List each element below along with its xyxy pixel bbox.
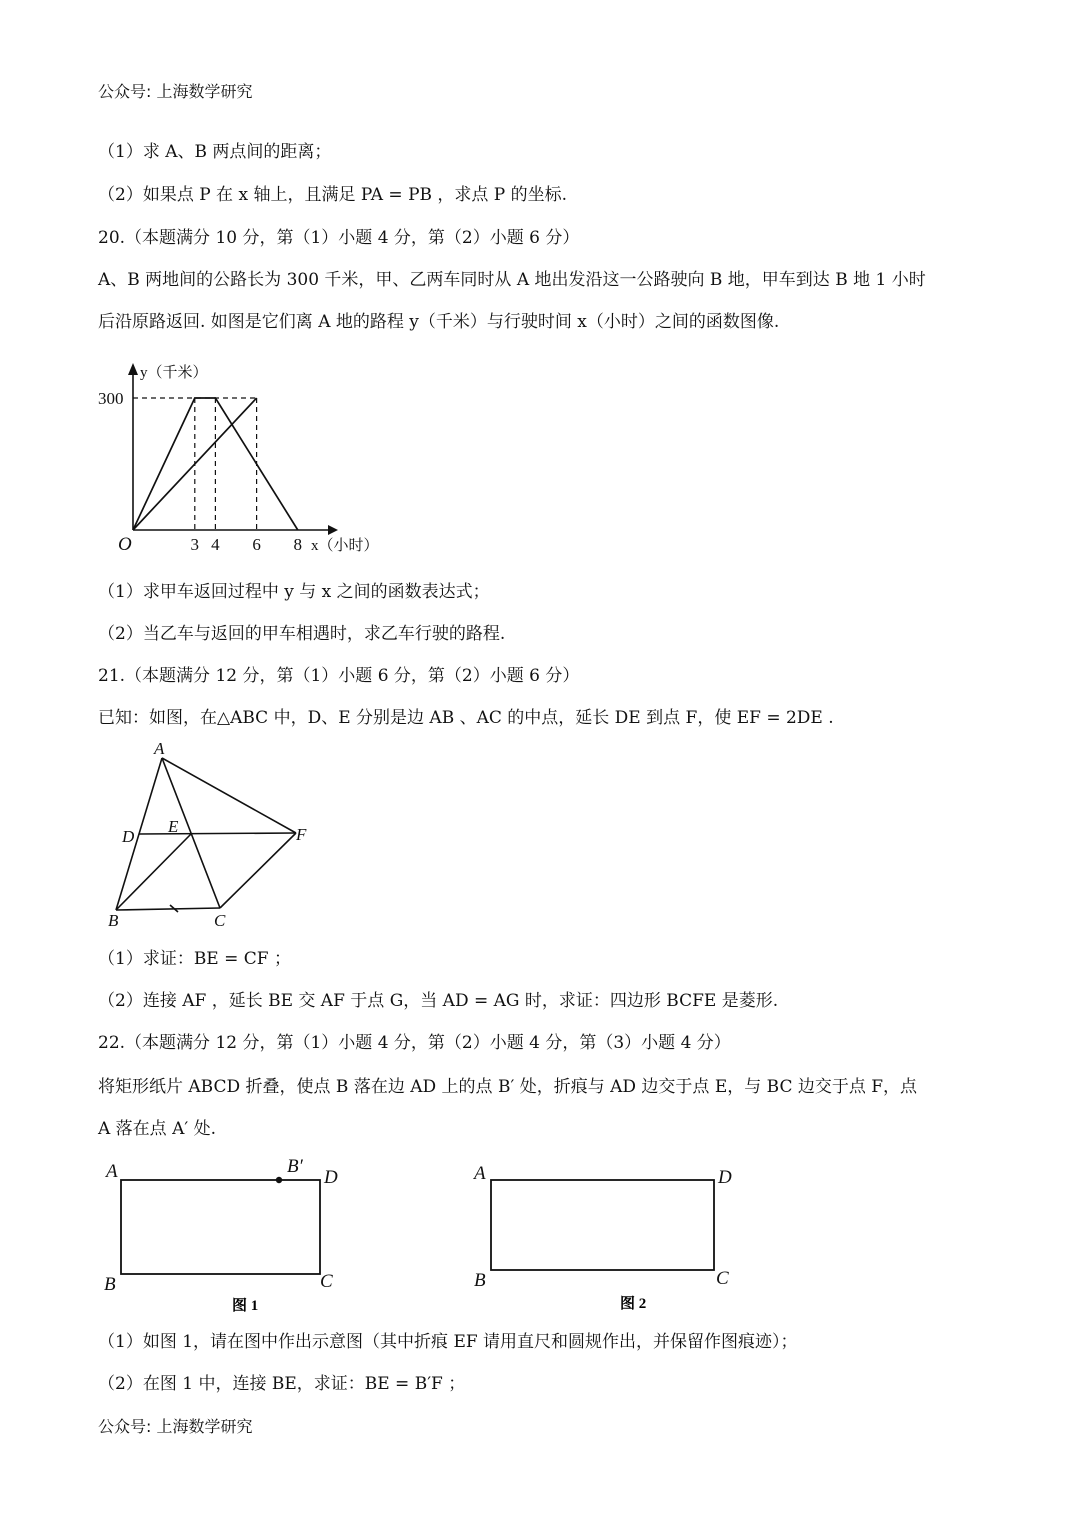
fig2-label-b: B (474, 1270, 486, 1291)
q21-text: 已知：如图，在△ABC 中，D、E 分别是边 AB 、AC 的中点，延长 DE 到点 F，使 EF = 2DE . (98, 708, 834, 728)
q22-part2: （2）在图 1 中，连接 BE，求证：BE = B′F ； (98, 1374, 466, 1394)
q20-graph (96, 355, 406, 560)
q20-part2: （2）当乙车与返回的甲车相遇时，求乙车行驶的路程. (98, 624, 506, 644)
fig2-label-c: C (716, 1268, 729, 1289)
x-tick-6: 6 (252, 535, 261, 554)
q20-text1: A、B 两地间的公路长为 300 千米，甲、乙两车同时从 A 地出发沿这一公路驶向 B 地，甲车到达 B 地 1 小时 (98, 270, 926, 290)
fig2-label-a: A (474, 1163, 486, 1184)
fig1-label-b: B (104, 1274, 116, 1295)
q19-part2: （2）如果点 P 在 x 轴上，且满足 PA = PB ，求点 P 的坐标. (98, 185, 568, 205)
fig1-label-b-prime: B′ (287, 1156, 303, 1177)
q20-part1: （1）求甲车返回过程中 y 与 x 之间的函数表达式； (98, 582, 490, 602)
fig1-label-d: D (324, 1167, 338, 1188)
page-header: 公众号: 上海数学研究 (98, 82, 253, 101)
segment-df (139, 833, 296, 834)
segment-bc (116, 908, 220, 910)
y-tick-300: 300 (98, 389, 124, 408)
q19-part1: （1）求 A、B 两点间的距离； (98, 142, 332, 162)
rectangle-abcd (121, 1180, 320, 1274)
x-tick-3: 3 (190, 535, 200, 554)
origin-label: O (118, 534, 132, 555)
q20-heading: 20.（本题满分 10 分，第（1）小题 4 分，第（2）小题 6 分） (98, 228, 580, 248)
rectangle-abcd (491, 1180, 714, 1270)
y-axis-label: y（千米） (140, 365, 208, 381)
label-e: E (168, 817, 179, 836)
label-d: D (122, 827, 135, 846)
x-axis-label: x（小时） (311, 538, 379, 554)
label-b: B (108, 911, 119, 930)
segment-cf (220, 833, 296, 908)
fig1-label-c: C (320, 1271, 333, 1292)
q22-text1: 将矩形纸片 ABCD 折叠，使点 B 落在边 AD 上的点 B′ 处，折痕与 AD 边交于点 E，与 BC 边交于点 F，点 (98, 1077, 918, 1097)
y-axis-arrow (128, 363, 138, 375)
page-footer: 公众号: 上海数学研究 (98, 1417, 253, 1436)
graph-layer (98, 363, 379, 555)
label-a: A (154, 739, 165, 758)
segment-af (162, 758, 296, 833)
fig2-label-d: D (718, 1167, 732, 1188)
x-axis-arrow (328, 525, 338, 535)
q21-part2: （2）连接 AF ，延长 BE 交 AF 于点 G，当 AD = AG 时，求证：四边形 BCFE 是菱形. (98, 991, 779, 1011)
q22-part1: （1）如图 1，请在图中作出示意图（其中折痕 EF 请用直尺和圆规作出，并保留作图痕迹）； (98, 1332, 798, 1352)
q22-text2: A 落在点 A′ 处. (98, 1119, 217, 1139)
x-tick-8: 8 (293, 535, 303, 554)
point-b-prime (276, 1177, 282, 1183)
q22-heading: 22.（本题满分 12 分，第（1）小题 4 分，第（2）小题 4 分，第（3）小题 4 分） (98, 1033, 731, 1053)
q21-part1: （1）求证：BE = CF ； (98, 949, 291, 969)
q20-text2: 后沿原路返回. 如图是它们离 A 地的路程 y（千米）与行驶时间 x（小时）之间的函数图像. (98, 312, 780, 332)
q22-figure-2 (466, 1150, 746, 1320)
fig1-label-a: A (106, 1161, 118, 1182)
q22-figure-1 (96, 1150, 366, 1320)
q21-heading: 21.（本题满分 12 分，第（1）小题 6 分，第（2）小题 6 分） (98, 666, 580, 686)
label-f: F (296, 825, 307, 844)
label-c: C (214, 911, 226, 930)
q21-triangle-figure (96, 740, 326, 935)
fig1-caption: 图 1 (232, 1298, 259, 1314)
fig2-caption: 图 2 (620, 1296, 647, 1312)
x-tick-4: 4 (211, 535, 220, 554)
